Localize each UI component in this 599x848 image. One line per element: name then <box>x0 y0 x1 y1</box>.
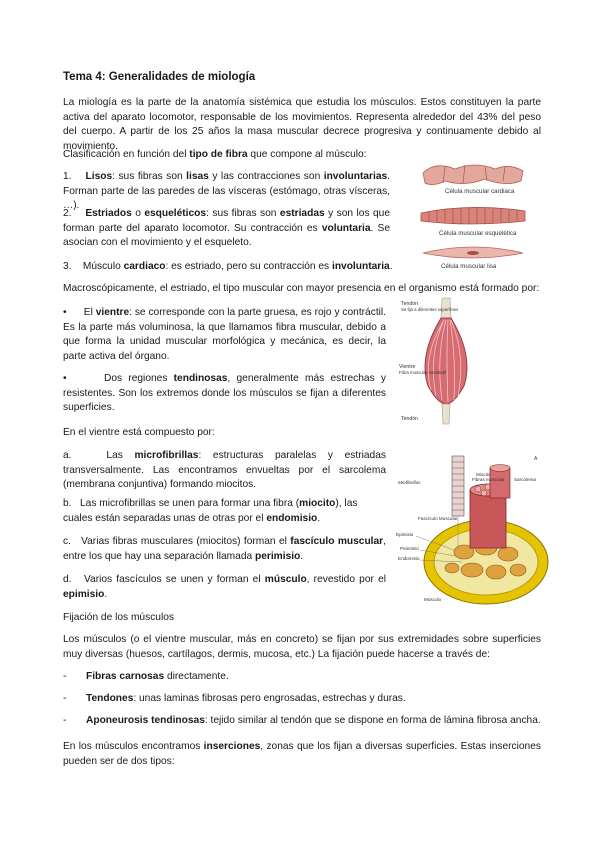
fig3-label-perimisio: Perimisio <box>400 546 419 551</box>
inserciones-paragraph: En los músculos encontramos inserciones, zonas que los fijan a diversas superficies. Estas inserciones pueden ser de dos tipos: <box>63 741 541 767</box>
fij-item-2: - Tendones: unas laminas fibrosas pero engrosadas, estrechas y duras. <box>63 693 406 704</box>
muscle-tendon-figure <box>398 296 478 426</box>
comp-item-b: b. Las microfibrillas se unen para formar una fibra (miocito), las cuales están separadas unas de otras por el endomisio. <box>63 498 358 524</box>
fig2-label-tendon-top: Tendón <box>401 301 419 307</box>
fig2-label-vientre: Vientre <box>399 364 416 370</box>
fig3-label-miocito: Miocito <box>476 472 491 477</box>
fig2-label-vientre-note: Fibra muscular contráctil <box>399 370 446 375</box>
fig3-label-fibras: Fibras muscular <box>472 477 505 482</box>
cardiac-cell-drawing <box>423 165 523 185</box>
fig3-label-sarcolema: Sarcolema <box>514 477 536 482</box>
fig3-label-endomisio: Endomisio <box>398 556 420 561</box>
classification-lead: Clasificación en función del tipo de fibra que compone al músculo: <box>63 149 367 160</box>
fig2-label-tendon-top-note: Se fija a diferentes superficies <box>401 307 459 312</box>
macro-paragraph: Macroscópicamente, el estriado, el tipo muscular con mayor presencia en el organismo está formado por: <box>63 283 540 294</box>
comp-item-c: c. Varias fibras musculares (miocitos) forman el fascículo muscular, entre los que hay una separación llamada perimisio. <box>63 536 386 562</box>
bullet-regiones: • Dos regiones tendinosas, generalmente más estrechas y resistentes. Son los extremos donde los músculos se fijan a diferentes superficies. <box>63 373 387 414</box>
section-title-fijacion: Fijación de los músculos <box>63 612 174 623</box>
fig3-label-miofibrillas: Miofibrillas <box>398 481 421 486</box>
fig3-label-fasciculo: Fascículo Muscular <box>418 516 458 521</box>
muscle-structure-figure <box>394 450 556 608</box>
list-item-cardiaco: 3. Músculo cardiaco: es estriado, pero su contracción es involuntaria. <box>63 261 393 272</box>
page-title: Tema 4: Generalidades de miología <box>63 71 256 83</box>
bullet-vientre: • El vientre: se corresponde con la parte gruesa, es rojo y contráctil. Es la parte más voluminosa, la que llamamos fibra muscular, debido a que forma la unidad muscular morfológica y mecánica, es decir, la parte activa del órgano. <box>63 307 387 362</box>
intro-paragraph: La miología es la parte de la anatomía sistémica que estudia los músculos. Estos constituyen la parte activa del aparato locomotor, responsable de los movimientos. Representa alrededor del 43% del peso del cuerpo. A partir de los 25 años la masa muscular decrece progresiva y continuamente debido al movimiento. <box>63 97 541 152</box>
fig3-label-a: A <box>534 456 538 462</box>
fig2-label-tendon-bottom: Tendón <box>401 416 419 422</box>
muscle-cell-types-figure <box>415 155 530 270</box>
fijacion-paragraph: Los músculos (o el vientre muscular, más en concreto) se fijan por sus extremidades sobre superficies muy diversas (huesos, cartílagos, dermis, mucosa, etc.) La fijación puede hacerse a través de: <box>63 634 541 660</box>
fij-item-1: - Fibras carnosas directamente. <box>63 671 229 682</box>
skeletal-cell-drawing <box>421 207 525 224</box>
vientre-composition-lead: En el vientre está compuesto por: <box>63 427 215 438</box>
list-item-estriados: 2. Estriados o esqueléticos: sus fibras son estriadas y son los que forman parte del aparato locomotor. Su contracción es voluntaria. Se asocian con el movimiento y el esqueleto. <box>63 208 391 249</box>
fig3-label-musculo: Músculo <box>424 597 442 602</box>
comp-item-a: a. Las microfibrillas: estructuras paralelas y estriadas transversalmente. Las encontramos envueltas por el sarcolema (membrana conjuntiva) formando miocitos. <box>63 450 386 491</box>
fij-item-3: - Aponeurosis tendinosas: tejido similar al tendón que se dispone en forma de lámina fibrosa ancha. <box>63 715 541 726</box>
fig3-label-epimisio: Epimisio <box>396 532 414 537</box>
fig1-label-cardiac: Célula muscular cardiaca <box>445 188 515 195</box>
fig1-label-skeletal: Célula muscular esquelética <box>439 230 517 237</box>
fig1-label-smooth: Célula muscular lisa <box>441 263 497 270</box>
tendon-bottom-shape <box>442 404 450 424</box>
comp-item-d: d. Varios fascículos se unen y forman el músculo, revestido por el epimisio. <box>63 574 387 600</box>
list-item-lisos: 1. Lisos: sus fibras son lisas y las contracciones son involuntarias. Forman parte de las paredes de las vísceras (estómago, otras vísceras, …). <box>63 171 390 212</box>
